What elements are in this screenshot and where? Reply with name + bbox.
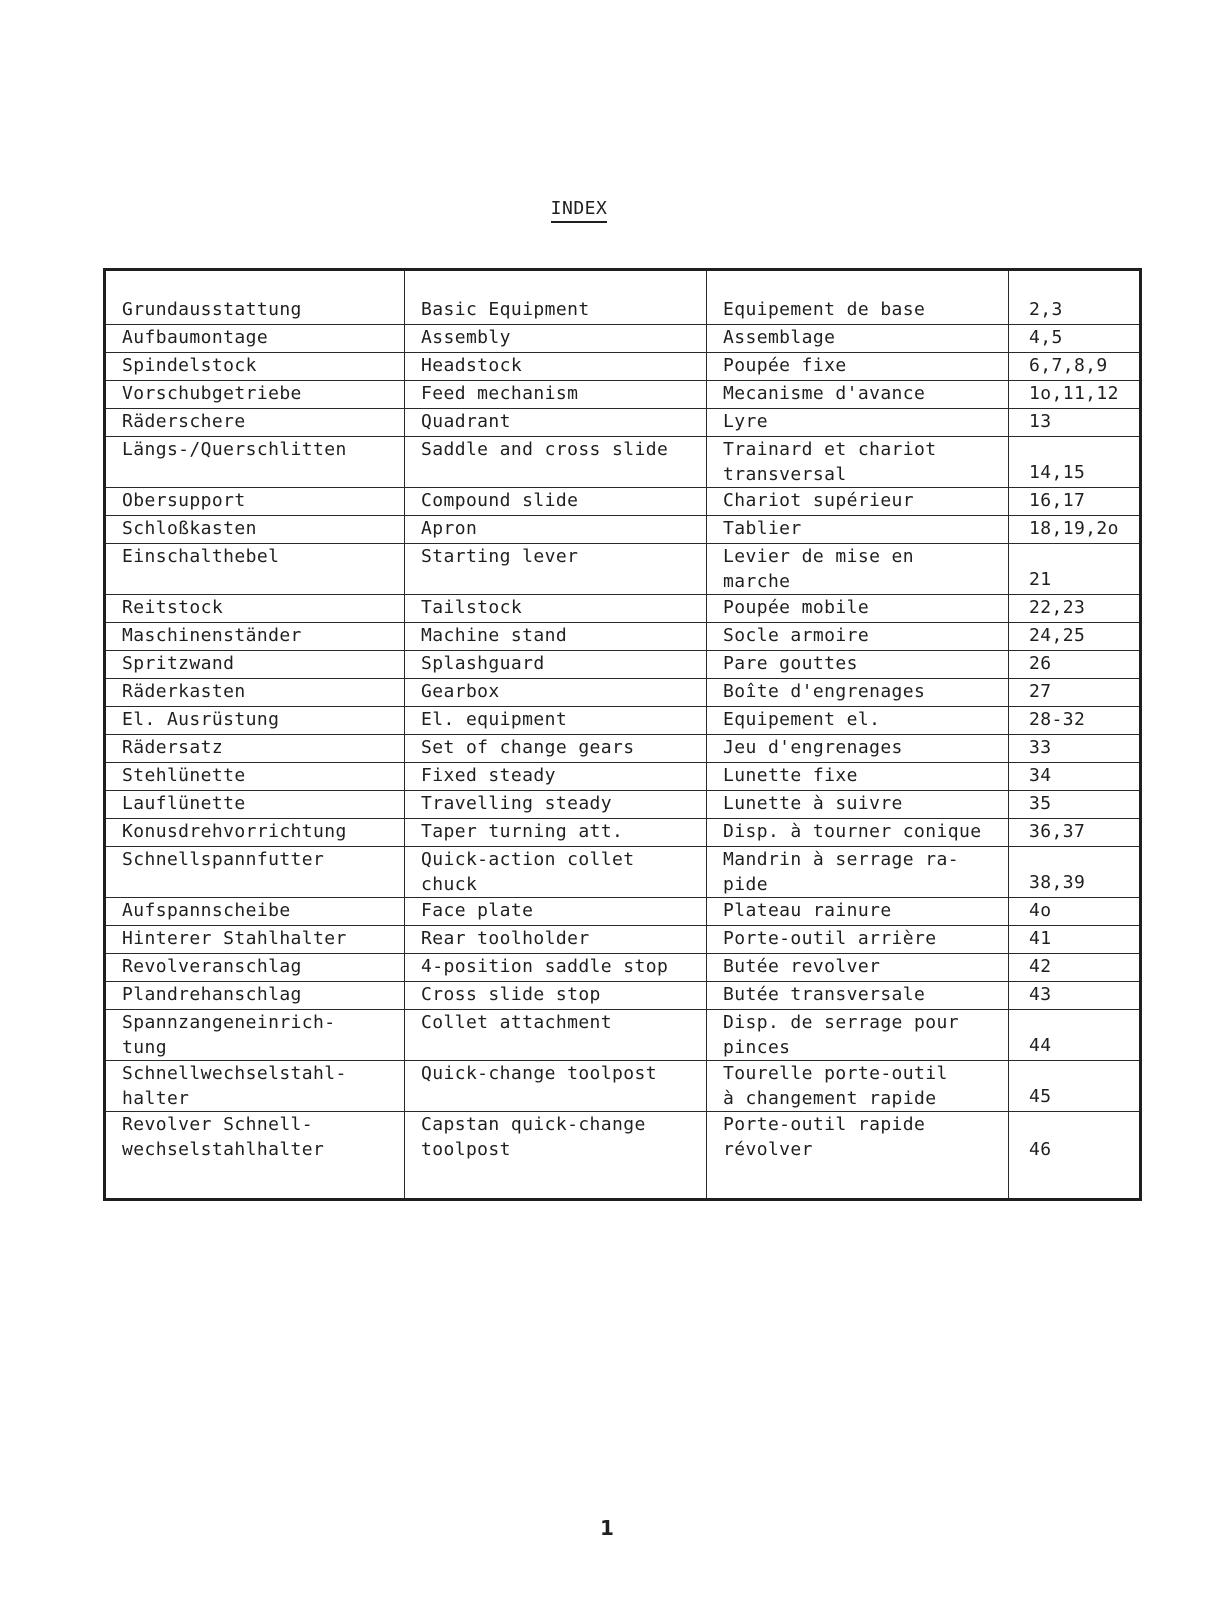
french-term-cell: Tourelle porte-outil à changement rapide	[707, 1061, 1009, 1112]
english-term-cell: Feed mechanism	[405, 381, 707, 409]
english-term-cell: Machine stand	[405, 623, 707, 651]
page-reference-cell: 4o	[1009, 898, 1141, 926]
german-term-cell: Revolveranschlag	[105, 954, 405, 982]
german-term-cell: Räderschere	[105, 409, 405, 437]
page-reference-cell: 33	[1009, 735, 1141, 763]
table-row	[105, 847, 1141, 898]
english-term-cell: El. equipment	[405, 707, 707, 735]
german-term-cell: Vorschubgetriebe	[105, 381, 405, 409]
page-title	[0, 198, 1158, 223]
english-term-cell: Set of change gears	[405, 735, 707, 763]
english-term-cell: Compound slide	[405, 488, 707, 516]
english-term-cell: Headstock	[405, 353, 707, 381]
german-term-cell: Obersupport	[105, 488, 405, 516]
english-term-cell: Apron	[405, 516, 707, 544]
french-term-cell: Poupée mobile	[707, 595, 1009, 623]
english-term-cell: Gearbox	[405, 679, 707, 707]
page-reference-cell: 16,17	[1009, 488, 1141, 516]
german-term-cell: Aufspannscheibe	[105, 898, 405, 926]
french-term-cell: Lyre	[707, 409, 1009, 437]
index-table	[103, 268, 1142, 1201]
english-term-cell: Rear toolholder	[405, 926, 707, 954]
table-row	[105, 1061, 1141, 1112]
french-term-cell: Butée transversale	[707, 982, 1009, 1010]
english-term-cell: Fixed steady	[405, 763, 707, 791]
french-term-cell: Porte-outil arrière	[707, 926, 1009, 954]
table-row	[105, 735, 1141, 763]
page-reference-cell: 13	[1009, 409, 1141, 437]
german-term-cell: Lauflünette	[105, 791, 405, 819]
english-term-cell: Splashguard	[405, 651, 707, 679]
english-term-cell: Assembly	[405, 325, 707, 353]
french-term-cell: Disp. de serrage pour pinces	[707, 1010, 1009, 1061]
german-term-cell: Schloßkasten	[105, 516, 405, 544]
french-term-cell: Poupée fixe	[707, 353, 1009, 381]
page-reference-cell: 43	[1009, 982, 1141, 1010]
title-text: INDEX	[551, 198, 608, 223]
german-term-cell: Räderkasten	[105, 679, 405, 707]
page-reference-cell: 44	[1009, 1010, 1141, 1061]
page-reference-cell: 14,15	[1009, 437, 1141, 488]
page-reference-cell: 1o,11,12	[1009, 381, 1141, 409]
english-term-cell: Face plate	[405, 898, 707, 926]
table-row	[105, 679, 1141, 707]
german-term-cell: Hinterer Stahlhalter	[105, 926, 405, 954]
english-term-cell: Collet attachment	[405, 1010, 707, 1061]
german-term-cell: Rädersatz	[105, 735, 405, 763]
french-term-cell: Levier de mise en marche	[707, 544, 1009, 595]
table-row	[105, 707, 1141, 735]
french-term-cell: Porte-outil rapide révolver	[707, 1112, 1009, 1200]
french-term-cell: Jeu d'engrenages	[707, 735, 1009, 763]
german-term-cell: Spindelstock	[105, 353, 405, 381]
table-row	[105, 409, 1141, 437]
french-term-cell: Lunette fixe	[707, 763, 1009, 791]
page-reference-cell: 18,19,2o	[1009, 516, 1141, 544]
table-row	[105, 623, 1141, 651]
page-reference-cell: 38,39	[1009, 847, 1141, 898]
french-term-cell: Trainard et chariot transversal	[707, 437, 1009, 488]
table-row	[105, 1010, 1141, 1061]
page-reference-cell: 24,25	[1009, 623, 1141, 651]
page-reference-cell: 6,7,8,9	[1009, 353, 1141, 381]
page-reference-cell: 46	[1009, 1112, 1141, 1200]
german-term-cell: Reitstock	[105, 595, 405, 623]
english-term-cell: Saddle and cross slide	[405, 437, 707, 488]
german-term-cell: Spritzwand	[105, 651, 405, 679]
table-row	[105, 595, 1141, 623]
german-term-cell: Grundausstattung	[105, 270, 405, 325]
english-term-cell: Taper turning att.	[405, 819, 707, 847]
page-reference-cell: 26	[1009, 651, 1141, 679]
english-term-cell: Quick-change toolpost	[405, 1061, 707, 1112]
table-row	[105, 325, 1141, 353]
german-term-cell: Einschalthebel	[105, 544, 405, 595]
page-reference-cell: 27	[1009, 679, 1141, 707]
english-term-cell: Capstan quick-change toolpost	[405, 1112, 707, 1200]
table-row	[105, 954, 1141, 982]
german-term-cell: Konusdrehvorrichtung	[105, 819, 405, 847]
french-term-cell: Socle armoire	[707, 623, 1009, 651]
french-term-cell: Tablier	[707, 516, 1009, 544]
english-term-cell: Tailstock	[405, 595, 707, 623]
french-term-cell: Assemblage	[707, 325, 1009, 353]
table-row	[105, 270, 1141, 325]
german-term-cell: Maschinenständer	[105, 623, 405, 651]
english-term-cell: Travelling steady	[405, 791, 707, 819]
french-term-cell: Boîte d'engrenages	[707, 679, 1009, 707]
french-term-cell: Chariot supérieur	[707, 488, 1009, 516]
table-row	[105, 926, 1141, 954]
table-row	[105, 437, 1141, 488]
page-reference-cell: 22,23	[1009, 595, 1141, 623]
german-term-cell: El. Ausrüstung	[105, 707, 405, 735]
page-reference-cell: 4,5	[1009, 325, 1141, 353]
german-term-cell: Spannzangeneinrich- tung	[105, 1010, 405, 1061]
page-reference-cell: 45	[1009, 1061, 1141, 1112]
french-term-cell: Butée revolver	[707, 954, 1009, 982]
german-term-cell: Revolver Schnell- wechselstahlhalter	[105, 1112, 405, 1200]
table-row	[105, 791, 1141, 819]
german-term-cell: Stehlünette	[105, 763, 405, 791]
french-term-cell: Mandrin à serrage ra- pide	[707, 847, 1009, 898]
table-row	[105, 353, 1141, 381]
french-term-cell: Plateau rainure	[707, 898, 1009, 926]
french-term-cell: Mecanisme d'avance	[707, 381, 1009, 409]
german-term-cell: Plandrehanschlag	[105, 982, 405, 1010]
index-table-body	[105, 270, 1141, 1200]
page-reference-cell: 2,3	[1009, 270, 1141, 325]
table-row	[105, 819, 1141, 847]
french-term-cell: Disp. à tourner conique	[707, 819, 1009, 847]
page-reference-cell: 42	[1009, 954, 1141, 982]
french-term-cell: Equipement de base	[707, 270, 1009, 325]
table-row	[105, 898, 1141, 926]
french-term-cell: Lunette à suivre	[707, 791, 1009, 819]
page-reference-cell: 28-32	[1009, 707, 1141, 735]
page-number: 1	[600, 1516, 614, 1540]
french-term-cell: Equipement el.	[707, 707, 1009, 735]
page-reference-cell: 36,37	[1009, 819, 1141, 847]
page-reference-cell: 41	[1009, 926, 1141, 954]
table-row	[105, 982, 1141, 1010]
english-term-cell: Starting lever	[405, 544, 707, 595]
table-row	[105, 381, 1141, 409]
table-row	[105, 516, 1141, 544]
english-term-cell: 4-position saddle stop	[405, 954, 707, 982]
english-term-cell: Basic Equipment	[405, 270, 707, 325]
german-term-cell: Schnellspannfutter	[105, 847, 405, 898]
german-term-cell: Schnellwechselstahl- halter	[105, 1061, 405, 1112]
english-term-cell: Quadrant	[405, 409, 707, 437]
german-term-cell: Aufbaumontage	[105, 325, 405, 353]
page-reference-cell: 34	[1009, 763, 1141, 791]
french-term-cell: Pare gouttes	[707, 651, 1009, 679]
page-reference-cell: 21	[1009, 544, 1141, 595]
table-row	[105, 651, 1141, 679]
table-row	[105, 488, 1141, 516]
german-term-cell: Längs-/Querschlitten	[105, 437, 405, 488]
table-row	[105, 544, 1141, 595]
english-term-cell: Quick-action collet chuck	[405, 847, 707, 898]
english-term-cell: Cross slide stop	[405, 982, 707, 1010]
table-row	[105, 763, 1141, 791]
page-reference-cell: 35	[1009, 791, 1141, 819]
table-row	[105, 1112, 1141, 1200]
